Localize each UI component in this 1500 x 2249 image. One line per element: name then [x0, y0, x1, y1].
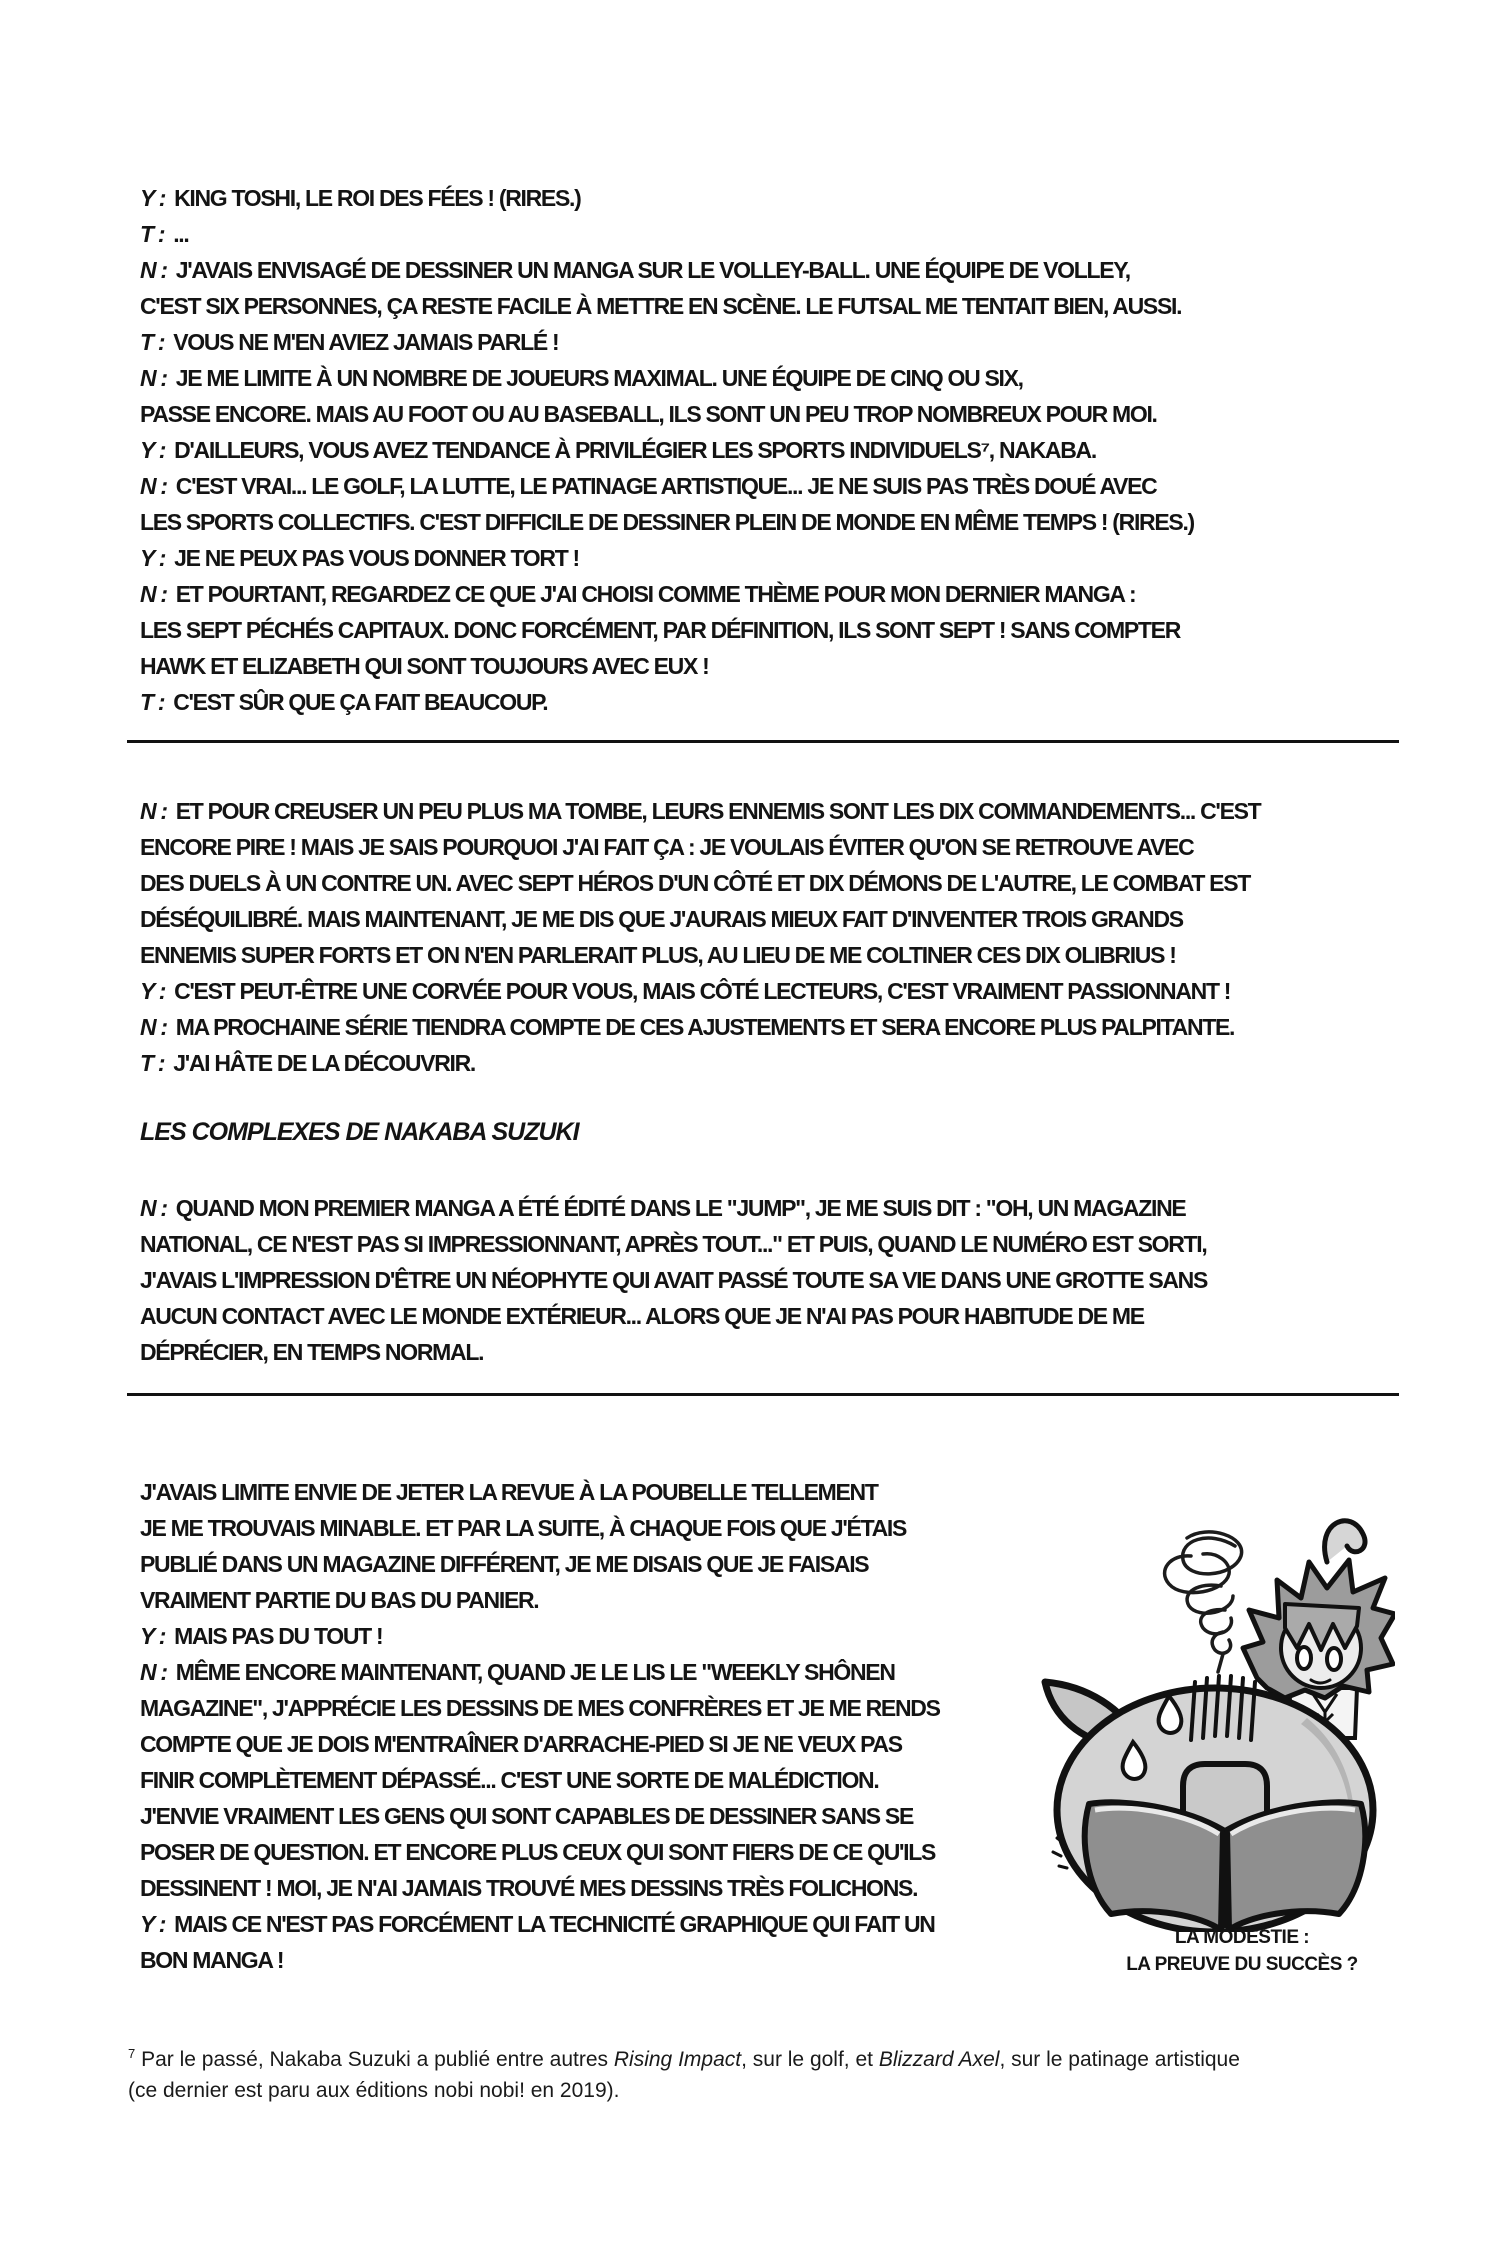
speaker-label: Y : — [140, 545, 166, 571]
dialogue-line — [140, 1726, 940, 1762]
interview-block-3 — [140, 1190, 1207, 1370]
dialogue-text: C'EST PEUT-ÊTRE UNE CORVÉE POUR VOUS, MAIS CÔTÉ LECTEURS, C'EST VRAIMENT PASSIONNANT ! — [174, 978, 1231, 1004]
footnote-title: Rising Impact — [613, 2048, 742, 2071]
dialogue-text: J'ENVIE VRAIMENT LES GENS QUI SONT CAPABLES DE DESSINER SANS SE — [140, 1803, 914, 1829]
dialogue-text: ET POUR CREUSER UN PEU PLUS MA TOMBE, LEURS ENNEMIS SONT LES DIX COMMANDEMENTS... C'EST — [175, 798, 1261, 824]
dialogue-text: ... — [173, 221, 189, 247]
dialogue-text: DES DUELS À UN CONTRE UN. AVEC SEPT HÉROS D'UN CÔTÉ ET DIX DÉMONS DE L'AUTRE, LE COMBAT EST — [140, 870, 1251, 896]
dialogue-line — [140, 901, 1260, 937]
interview-block-1 — [140, 180, 1194, 720]
dialogue-text: VRAIMENT PARTIE DU BAS DU PANIER. — [140, 1587, 539, 1613]
dialogue-line — [140, 865, 1260, 901]
section-divider — [127, 1393, 1399, 1396]
illustration-caption — [1092, 1924, 1392, 1978]
footnote-text: Par le passé, Nakaba Suzuki a publié entre autres — [135, 2048, 614, 2071]
dialogue-line — [140, 1618, 940, 1654]
dialogue-line — [140, 1834, 940, 1870]
dialogue-text: J'AVAIS ENVISAGÉ DE DESSINER UN MANGA SUR LE VOLLEY-BALL. UNE ÉQUIPE DE VOLLEY, — [175, 257, 1130, 283]
caption-line: LA MODESTIE : — [1174, 1927, 1310, 1948]
dialogue-line — [140, 1942, 940, 1978]
speaker-label: Y : — [140, 185, 166, 211]
dialogue-line — [140, 1690, 940, 1726]
caption-line: LA PREUVE DU SUCCÈS ? — [1126, 1954, 1358, 1975]
dialogue-line — [140, 793, 1260, 829]
dialogue-text: POSER DE QUESTION. ET ENCORE PLUS CEUX QUI SONT FIERS DE CE QU'ILS — [140, 1839, 936, 1865]
dialogue-text: PASSE ENCORE. MAIS AU FOOT OU AU BASEBALL, ILS SONT UN PEU TROP NOMBREUX POUR MOI. — [140, 401, 1157, 427]
speaker-label: Y : — [140, 437, 166, 463]
dialogue-text: NATIONAL, CE N'EST PAS SI IMPRESSIONNANT, APRÈS TOUT..." ET PUIS, QUAND LE NUMÉRO EST SORTI, — [140, 1231, 1207, 1257]
dialogue-text: LES SEPT PÉCHÉS CAPITAUX. DONC FORCÉMENT, PAR DÉFINITION, ILS SONT SEPT ! SANS COMPTER — [140, 617, 1180, 643]
dialogue-text: JE ME LIMITE À UN NOMBRE DE JOUEURS MAXIMAL. UNE ÉQUIPE DE CINQ OU SIX, — [175, 365, 1023, 391]
speaker-label: N : — [140, 257, 167, 283]
footnote-marker: 7 — [128, 2046, 136, 2061]
speaker-label: T : — [140, 1050, 165, 1076]
dialogue-text: DESSINENT ! MOI, JE N'AI JAMAIS TROUVÉ MES DESSINS TRÈS FOLICHONS. — [140, 1875, 918, 1901]
dialogue-line — [140, 1226, 1207, 1262]
interview-block-4 — [140, 1474, 940, 1978]
dialogue-text: J'AVAIS LIMITE ENVIE DE JETER LA REVUE À LA POUBELLE TELLEMENT — [140, 1479, 878, 1505]
dialogue-text: HAWK ET ELIZABETH QUI SONT TOUJOURS AVEC EUX ! — [140, 653, 709, 679]
dialogue-text: COMPTE QUE JE DOIS M'ENTRAÎNER D'ARRACHE-PIED SI JE NE VEUX PAS — [140, 1731, 902, 1757]
speaker-label: T : — [140, 689, 165, 715]
footnote-line: (ce dernier est paru aux éditions nobi nobi! en 2019). — [128, 2079, 620, 2102]
dialogue-text: MÊME ENCORE MAINTENANT, QUAND JE LE LIS LE "WEEKLY SHÔNEN — [175, 1659, 895, 1685]
dialogue-line — [140, 288, 1194, 324]
speaker-label: N : — [140, 581, 167, 607]
speaker-label: N : — [140, 365, 167, 391]
footnote-text: , sur le patinage artistique — [999, 2048, 1240, 2071]
dialogue-line — [140, 1870, 940, 1906]
dialogue-line — [140, 576, 1194, 612]
speaker-label: T : — [140, 329, 165, 355]
dialogue-text: KING TOSHI, LE ROI DES FÉES ! (RIRES.) — [174, 185, 581, 211]
dialogue-text: DÉSÉQUILIBRÉ. MAIS MAINTENANT, JE ME DIS QUE J'AURAIS MIEUX FAIT D'INVENTER TROIS GRANDS — [140, 906, 1183, 932]
dialogue-line — [140, 1045, 1260, 1081]
dialogue-text: MAGAZINE", J'APPRÉCIE LES DESSINS DE MES CONFRÈRES ET JE ME RENDS — [140, 1695, 940, 1721]
footnote-text: , sur le golf, et — [741, 2048, 879, 2071]
dialogue-line — [140, 252, 1194, 288]
book-right-page — [1227, 1802, 1365, 1930]
dialogue-line — [140, 973, 1260, 1009]
dialogue-text: JE NE PEUX PAS VOUS DONNER TORT ! — [174, 545, 579, 571]
speaker-label: N : — [140, 473, 167, 499]
dialogue-line — [140, 396, 1194, 432]
hawk-meliodas-illustration — [995, 1492, 1395, 1932]
dialogue-line — [140, 1298, 1207, 1334]
meliodas-ahoge — [1325, 1521, 1365, 1562]
dialogue-text: D'AILLEURS, VOUS AVEZ TENDANCE À PRIVILÉGIER LES SPORTS INDIVIDUELS⁷, NAKABA. — [174, 437, 1096, 463]
dialogue-text: LES SPORTS COLLECTIFS. C'EST DIFFICILE DE DESSINER PLEIN DE MONDE EN MÊME TEMPS ! (RIRES.) — [140, 509, 1194, 535]
dialogue-line — [140, 180, 1194, 216]
footnote-title: Blizzard Axel — [878, 2048, 1000, 2071]
dialogue-line — [140, 1654, 940, 1690]
dialogue-line — [140, 360, 1194, 396]
speaker-label: Y : — [140, 1911, 166, 1937]
interview-block-2 — [140, 793, 1260, 1081]
speaker-label: T : — [140, 221, 165, 247]
dialogue-line — [140, 468, 1194, 504]
swirl-doodle-icon — [1165, 1532, 1242, 1672]
dialogue-text: ENNEMIS SUPER FORTS ET ON N'EN PARLERAIT PLUS, AU LIEU DE ME COLTINER CES DIX OLIBRIUS ! — [140, 942, 1176, 968]
dialogue-text: MA PROCHAINE SÉRIE TIENDRA COMPTE DE CES AJUSTEMENTS ET SERA ENCORE PLUS PALPITANTE. — [175, 1014, 1235, 1040]
dialogue-line — [140, 648, 1194, 684]
dialogue-line — [140, 1798, 940, 1834]
dialogue-text: DÉPRÉCIER, EN TEMPS NORMAL. — [140, 1339, 484, 1365]
speaker-label: N : — [140, 1014, 167, 1040]
speaker-label: Y : — [140, 978, 166, 1004]
section-title: LES COMPLEXES DE NAKABA SUZUKI — [140, 1118, 579, 1146]
dialogue-line — [140, 324, 1194, 360]
dialogue-text: J'AI HÂTE DE LA DÉCOUVRIR. — [173, 1050, 475, 1076]
dialogue-line — [140, 1762, 940, 1798]
dialogue-text: AUCUN CONTACT AVEC LE MONDE EXTÉRIEUR... ALORS QUE JE N'AI PAS POUR HABITUDE DE ME — [140, 1303, 1144, 1329]
dialogue-line — [140, 1906, 940, 1942]
dialogue-line — [140, 1334, 1207, 1370]
speaker-label: N : — [140, 1195, 167, 1221]
dialogue-line — [140, 829, 1260, 865]
dialogue-line — [140, 1262, 1207, 1298]
dialogue-text: JE ME TROUVAIS MINABLE. ET PAR LA SUITE, À CHAQUE FOIS QUE J'ÉTAIS — [140, 1515, 907, 1541]
dialogue-line — [140, 1582, 940, 1618]
dialogue-line — [140, 937, 1260, 973]
book-left-page — [1085, 1802, 1223, 1930]
dialogue-text: QUAND MON PREMIER MANGA A ÉTÉ ÉDITÉ DANS LE "JUMP", JE ME SUIS DIT : "OH, UN MAGAZINE — [175, 1195, 1186, 1221]
section-divider — [127, 740, 1399, 743]
meliodas-left-eye — [1297, 1647, 1311, 1669]
dialogue-line — [140, 1546, 940, 1582]
dialogue-line — [140, 504, 1194, 540]
dialogue-text: C'EST SIX PERSONNES, ÇA RESTE FACILE À METTRE EN SCÈNE. LE FUTSAL ME TENTAIT BIEN, AUSSI. — [140, 293, 1182, 319]
footnote — [128, 2044, 1418, 2106]
dialogue-text: PUBLIÉ DANS UN MAGAZINE DIFFÉRENT, JE ME DISAIS QUE JE FAISAIS — [140, 1551, 869, 1577]
speaker-label: N : — [140, 1659, 167, 1685]
footnote-line — [128, 2044, 1418, 2075]
dialogue-line — [140, 1190, 1207, 1226]
dialogue-text: ENCORE PIRE ! MAIS JE SAIS POURQUOI J'AI FAIT ÇA : JE VOULAIS ÉVITER QU'ON SE RETROUVE AVEC — [140, 834, 1194, 860]
dialogue-text: VOUS NE M'EN AVIEZ JAMAIS PARLÉ ! — [173, 329, 559, 355]
dialogue-line — [140, 432, 1194, 468]
speaker-label: Y : — [140, 1623, 166, 1649]
speaker-label: N : — [140, 798, 167, 824]
dialogue-line — [140, 1510, 940, 1546]
dialogue-line — [140, 1474, 940, 1510]
dialogue-text: BON MANGA ! — [140, 1947, 284, 1973]
meliodas-right-eye — [1327, 1648, 1341, 1670]
meliodas-bangs — [1285, 1604, 1359, 1650]
dialogue-text: MAIS PAS DU TOUT ! — [174, 1623, 383, 1649]
dialogue-text: J'AVAIS L'IMPRESSION D'ÊTRE UN NÉOPHYTE QUI AVAIT PASSÉ TOUTE SA VIE DANS UNE GROTTE SANS — [140, 1267, 1208, 1293]
dialogue-text: MAIS CE N'EST PAS FORCÉMENT LA TECHNICITÉ GRAPHIQUE QUI FAIT UN — [174, 1911, 935, 1937]
dialogue-line — [140, 612, 1194, 648]
dialogue-line — [140, 216, 1194, 252]
dialogue-line — [140, 1009, 1260, 1045]
dialogue-text: C'EST SÛR QUE ÇA FAIT BEAUCOUP. — [173, 689, 548, 715]
dialogue-text: ET POURTANT, REGARDEZ CE QUE J'AI CHOISI COMME THÈME POUR MON DERNIER MANGA : — [175, 581, 1136, 607]
dialogue-line — [140, 540, 1194, 576]
dialogue-line — [140, 684, 1194, 720]
dialogue-text: C'EST VRAI... LE GOLF, LA LUTTE, LE PATINAGE ARTISTIQUE... JE NE SUIS PAS TRÈS DOUÉ AVEC — [175, 473, 1157, 499]
dialogue-text: FINIR COMPLÈTEMENT DÉPASSÉ... C'EST UNE SORTE DE MALÉDICTION. — [140, 1767, 879, 1793]
